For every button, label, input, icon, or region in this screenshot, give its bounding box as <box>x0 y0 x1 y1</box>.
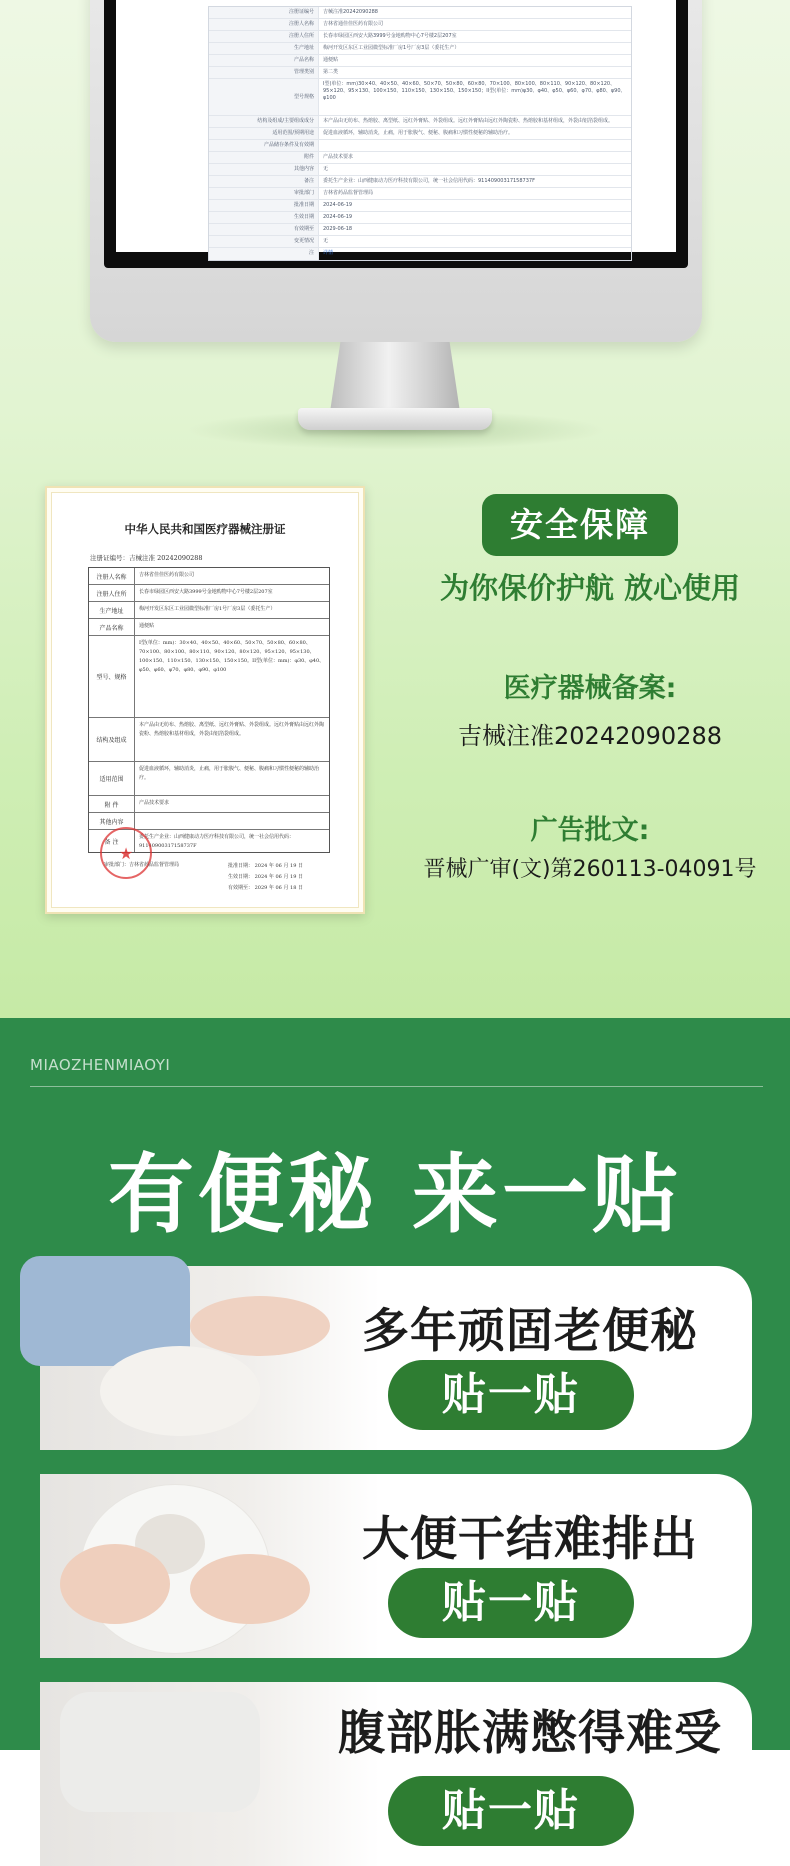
row-value: 通便贴 <box>139 623 155 629</box>
table-row <box>89 602 329 619</box>
row-label: 产品名称 <box>209 55 319 66</box>
divider <box>30 1086 763 1087</box>
table-row <box>209 19 631 31</box>
table-row <box>209 164 631 176</box>
monitor-base <box>298 408 492 430</box>
certificate-dates <box>228 861 303 894</box>
table-row <box>209 128 631 140</box>
record-value: 吉械注准20242090288 <box>458 722 722 750</box>
promo-headline: 有便秘 来一贴 <box>108 1145 682 1245</box>
card-title: 大便干结难排出 <box>362 1512 698 1567</box>
row-value: 2024-06-19 <box>323 214 353 220</box>
row-label: 型号规格 <box>209 79 319 115</box>
certificate-table <box>88 567 330 853</box>
row-label: 附 件 <box>89 796 135 812</box>
row-value: 2024-06-19 <box>323 202 353 208</box>
row-label: 有效期至 <box>209 224 319 235</box>
row-value: 产品技术要求 <box>139 800 170 806</box>
row-label: 备注 <box>209 176 319 187</box>
row-label: 管理类别 <box>209 67 319 78</box>
row-value: 长春市绿园区西安大路3999号金地购物中心7号楼2层207室 <box>323 33 457 39</box>
registration-table <box>208 6 632 261</box>
table-row <box>209 67 631 79</box>
table-row <box>209 236 631 248</box>
table-row <box>209 7 631 19</box>
certificate-title: 中华人民共和国医疗器械注册证 <box>124 522 286 536</box>
table-row <box>209 248 631 260</box>
table-row <box>209 116 631 128</box>
table-row <box>209 200 631 212</box>
row-label: 注册证编号 <box>209 7 319 18</box>
details-link[interactable]: 详情 <box>323 250 334 256</box>
table-row <box>89 568 329 585</box>
brand-name: MIAOZHENMIAOYI <box>30 1056 171 1074</box>
row-value: 委托生产企业：山西健康动力医疗科技有限公司，统一社会信用代码：91140900317158737F <box>323 178 535 184</box>
apply-patch-button[interactable]: 贴一贴 <box>388 1568 634 1638</box>
row-value: 吉林省药品监督管理局 <box>323 190 374 196</box>
registration-certificate <box>45 486 365 914</box>
person-photo <box>40 1266 380 1450</box>
card-title: 腹部胀满憋得难受 <box>338 1706 722 1761</box>
row-value: 产品技术要求 <box>323 154 354 160</box>
row-label: 适用范围 <box>89 762 135 795</box>
table-row <box>89 718 329 762</box>
row-value: 梅河开发区东区工业园微型标准厂房1号厂房3层（委托生产） <box>139 606 276 612</box>
certificate-reg-no: 注册证编号：吉械注准 20242090288 <box>90 554 203 562</box>
row-value: 2029-06-18 <box>323 226 353 232</box>
row-label: 审批部门 <box>209 188 319 199</box>
row-value: 第二类 <box>323 69 339 75</box>
monitor-neck <box>330 342 460 412</box>
symptom-card <box>40 1474 752 1658</box>
row-value: 委托生产企业：山西健康动力医疗科技有限公司，统一社会信用代码：91140900317158737F <box>139 834 295 849</box>
row-value: 长春市绿园区西安大路3999号金地购物中心7号楼2层207室 <box>139 589 273 595</box>
row-label: 生效日期 <box>209 212 319 223</box>
row-label: 附件 <box>209 152 319 163</box>
ad-approval-value: 晋械广审(文)第260113-04091号 <box>423 857 757 882</box>
record-title: 医疗器械备案: <box>503 673 677 704</box>
apply-patch-button[interactable]: 贴一贴 <box>388 1360 634 1430</box>
guarantee-tagline: 为你保价护航 放心使用 <box>439 571 741 605</box>
table-row <box>209 188 631 200</box>
row-value: 促进血液循环，辅助消炎，止痛，用于胀腹气、便秘、腹痛和习惯性便秘的辅助治疗。 <box>323 130 514 136</box>
row-value: 梅河开发区东区工业园微型标准厂房1号厂房3层（委托生产） <box>323 45 460 51</box>
table-row <box>209 224 631 236</box>
table-row <box>89 762 329 796</box>
row-label: 注册人住所 <box>89 585 135 601</box>
table-row <box>209 79 631 116</box>
promo-section <box>0 1018 790 1836</box>
row-label: 备 注 <box>89 830 135 852</box>
row-value: 无 <box>323 166 329 172</box>
row-value <box>135 813 329 829</box>
table-row <box>209 55 631 67</box>
table-row <box>209 212 631 224</box>
row-label: 结构及组成/主要组成成分 <box>209 116 319 127</box>
row-label: 适用范围/预期用途 <box>209 128 319 139</box>
red-seal-icon: ★ <box>100 827 152 879</box>
symptom-card <box>40 1682 752 1866</box>
row-label: 生产地址 <box>89 602 135 618</box>
approval-date: 批准日期： 2024 年 06 月 19 日 <box>228 863 303 869</box>
row-label: 批准日期 <box>209 200 319 211</box>
table-row <box>209 31 631 43</box>
row-label: 产品储存条件及有效期 <box>209 140 319 151</box>
certificate-paper <box>51 492 359 908</box>
row-label: 注册人住所 <box>209 31 319 42</box>
certificate-issuer: 审批部门：吉林省药品监督管理局 <box>104 862 180 868</box>
row-label: 型号、规格 <box>89 636 135 717</box>
row-label: 注册人名称 <box>89 568 135 584</box>
row-value: I型(单位：mm)30×40、40×50、40×60、50×70、50×80、60×80、70×100、80×100、80×110、90×120、80×120、95×120、95×130、100×150、110×150、130×150、150×150；II型(单位：mm)φ30、φ40、φ50、φ60、φ70、φ80、φ90、φ100 <box>323 81 626 101</box>
row-value: 吉林省通佳佳医药有限公司 <box>323 21 384 27</box>
table-row <box>89 619 329 636</box>
row-value: 通便贴 <box>323 57 339 63</box>
row-value: 本产品由无纺布、热熔胶、离型纸、远红外膏贴、外袋组成。远红外膏贴由远红外陶瓷粉、热熔胶和基材组成，外袋由铝箔袋组成。 <box>139 722 325 737</box>
row-label: 生产地址 <box>209 43 319 54</box>
table-row <box>89 585 329 602</box>
row-value: 吉林省佳佳医药有限公司 <box>139 572 195 578</box>
row-label: 结构及组成 <box>89 718 135 761</box>
table-row <box>89 796 329 813</box>
safety-badge: 安全保障 <box>482 494 678 556</box>
effective-date: 生效日期： 2024 年 06 月 19 日 <box>228 874 303 880</box>
monitor <box>90 0 702 342</box>
monitor-screen <box>116 0 676 256</box>
table-row <box>209 43 631 55</box>
table-row <box>89 636 329 718</box>
table-row <box>209 152 631 164</box>
row-value: 吉械注准20242090288 <box>323 9 378 15</box>
row-label: 注 <box>209 248 319 260</box>
tissue-roll-photo <box>40 1474 380 1658</box>
row-label: 产品名称 <box>89 619 135 635</box>
row-label: 其他内容 <box>209 164 319 175</box>
expiry-date: 有效期至： 2029 年 06 月 18 日 <box>228 885 303 891</box>
row-label: 注册人名称 <box>209 19 319 30</box>
ad-approval-title: 广告批文: <box>530 815 650 846</box>
row-value: I型(单位：mm)：30×40、40×50、40×60、50×70、50×80、60×80、70×100、80×100、80×110、90×120、80×120、95×120、95×130、100×150、110×150、130×150、150×150。II型(单位：mm)：φ30、φ40、φ50、φ60、φ70、φ80、φ90、φ100 <box>139 640 325 673</box>
row-value: 本产品由无纺布、热熔胶、离型纸、远红外膏贴、外袋组成。远红外膏贴由远红外陶瓷粉、热熔胶和基材组成，外袋由铝箔袋组成。 <box>323 118 614 124</box>
row-label: 其他内容 <box>89 813 135 829</box>
symptom-card <box>40 1266 752 1450</box>
row-value: 促进血液循环，辅助消炎，止痛，用于胀腹气、便秘、腹痛和习惯性便秘的辅助治疗。 <box>139 766 320 781</box>
apply-patch-button[interactable]: 贴一贴 <box>388 1776 634 1846</box>
person-photo <box>40 1682 380 1866</box>
row-label: 变更情况 <box>209 236 319 247</box>
monitor-bezel <box>104 0 688 268</box>
row-value: 无 <box>323 238 329 244</box>
table-row <box>209 140 631 152</box>
card-title: 多年顽固老便秘 <box>362 1304 698 1359</box>
table-row <box>209 176 631 188</box>
row-value <box>319 140 631 151</box>
